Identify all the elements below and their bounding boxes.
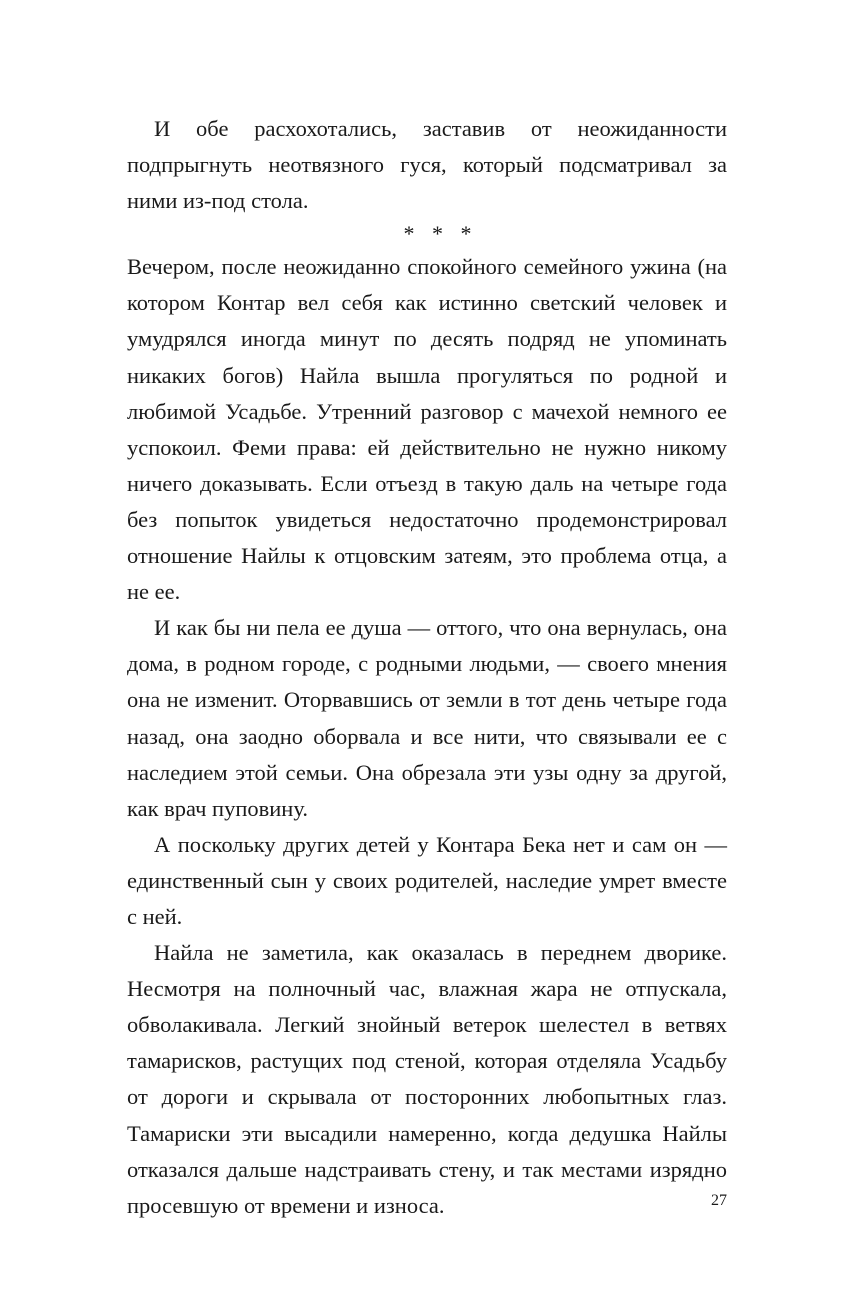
page-number: 27 xyxy=(711,1192,727,1209)
scene-break-separator: * * * xyxy=(403,221,478,247)
page-body-text xyxy=(127,111,727,1224)
paragraph-1: И обе расхохотались, заставив от неожиданности подпрыгнуть неотвязного гуся, который подсматривал за ними из-под стола. xyxy=(127,116,727,214)
paragraph-2: Вечером, после неожиданно спокойного семейного ужина (на котором Контар вел себя как истинно светский человек и умудрялся иногда минут по десять подряд не упоминать никаких богов) Найла вышла прогуляться по родной и любимой Усадьбе. Утренний разговор с мачехой немного ее успокоил. Феми права: ей действительно не нужно никому ничего доказывать. Если отъезд в такую даль на четыре года без попыток увидеться недостаточно продемонстрировал отношение Найлы к отцовским затеям, это проблема отца, а не ее. xyxy=(127,254,727,605)
paragraph-4: А поскольку других детей у Контара Бека нет и сам он — единственный сын у своих родителей, наследие умрет вместе с ней. xyxy=(127,831,727,929)
paragraph-5: Найла не заметила, как оказалась в переднем дворике. Несмотря на полночный час, влажная жара не отпускала, обволакивала. Легкий знойный ветерок шелестел в ветвях тамарисков, растущих под стеной, которая отделяла Усадьбу от дороги и скрывала от посторонних любопытных глаз. Тамариски эти высадили намеренно, когда дедушка Найлы отказался дальше надстраивать стену, и так местами изрядно просевшую от времени и износа. xyxy=(127,940,727,1218)
paragraph-3: И как бы ни пела ее душа — оттого, что она вернулась, она дома, в родном городе, с родными людьми, — своего мнения она не изменит. Оторвавшись от земли в тот день четыре года назад, она заодно оборвала и все нити, что связывали ее с наследием этой семьи. Она обрезала эти узы одну за другой, как врач пуповину. xyxy=(127,615,727,821)
